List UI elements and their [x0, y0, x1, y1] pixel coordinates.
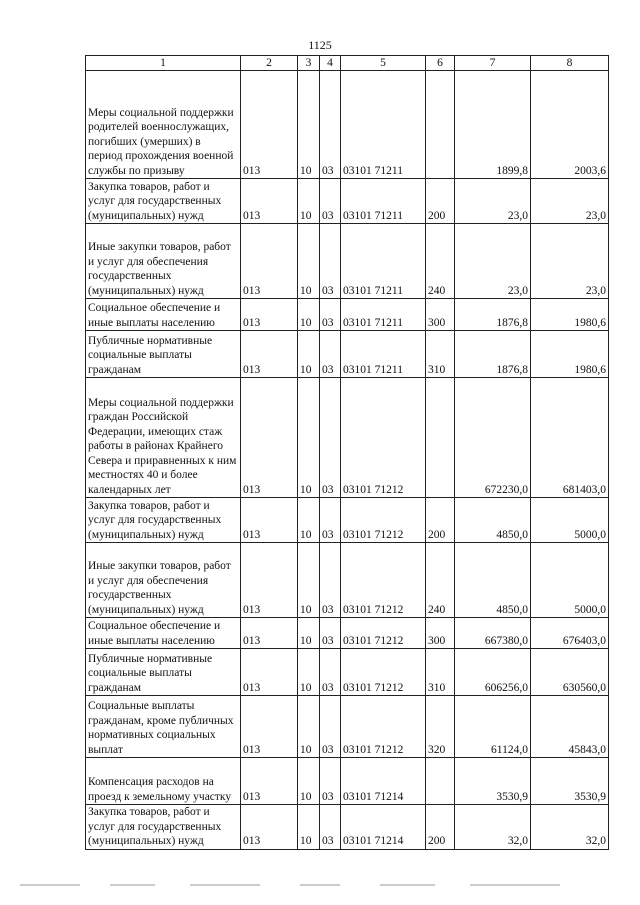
table-row: [86, 805, 609, 850]
row-name: Социальные выплаты гражданам, кроме публичных нормативных социальных выплат: [86, 696, 241, 758]
row-amount-year1: 1876,8: [455, 299, 531, 331]
row-type: 310: [426, 649, 455, 696]
row-section: 10: [298, 618, 320, 649]
row-target: 03101 71212: [341, 498, 426, 543]
row-amount-year2: 1980,6: [531, 299, 609, 331]
scan-speck: [190, 884, 260, 886]
row-section: 10: [298, 758, 320, 805]
table-row: [86, 543, 609, 618]
row-name: Меры социальной поддержки граждан Российской Федерации, имеющих стаж работы в районах Крайнего Севера и приравненных к ним местностях 40 и более календарных лет: [86, 378, 241, 498]
row-subsection: 03: [320, 498, 341, 543]
column-header-1: 1: [86, 56, 241, 71]
row-amount-year2: 5000,0: [531, 498, 609, 543]
row-section: 10: [298, 179, 320, 224]
row-code: 013: [241, 805, 298, 850]
row-section: 10: [298, 224, 320, 299]
row-name: Социальное обеспечение и иные выплаты населению: [86, 618, 241, 649]
table-row: [86, 649, 609, 696]
scan-speck: [20, 884, 80, 886]
row-target: 03101 71211: [341, 71, 426, 179]
column-header-3: 3: [298, 56, 320, 71]
column-header-8: 8: [531, 56, 609, 71]
column-header-2: 2: [241, 56, 298, 71]
page-number: 1125: [308, 38, 332, 52]
row-amount-year1: 61124,0: [455, 696, 531, 758]
budget-table: [85, 55, 609, 850]
row-amount-year1: 32,0: [455, 805, 531, 850]
row-section: 10: [298, 498, 320, 543]
row-subsection: 03: [320, 618, 341, 649]
table-row: [86, 299, 609, 331]
row-code: 013: [241, 331, 298, 378]
row-amount-year2: 3530,9: [531, 758, 609, 805]
row-target: 03101 71211: [341, 299, 426, 331]
row-type: 200: [426, 498, 455, 543]
row-section: 10: [298, 543, 320, 618]
row-type: 300: [426, 618, 455, 649]
row-name: Закупка товаров, работ и услуг для государственных (муниципальных) нужд: [86, 805, 241, 850]
row-amount-year2: 681403,0: [531, 378, 609, 498]
row-target: 03101 71212: [341, 543, 426, 618]
row-amount-year1: 606256,0: [455, 649, 531, 696]
row-code: 013: [241, 543, 298, 618]
row-subsection: 03: [320, 543, 341, 618]
row-amount-year1: 3530,9: [455, 758, 531, 805]
row-amount-year1: 1899,8: [455, 71, 531, 179]
row-type: [426, 758, 455, 805]
scan-speck: [470, 884, 560, 886]
row-target: 03101 71211: [341, 179, 426, 224]
row-section: 10: [298, 805, 320, 850]
scan-speck: [380, 884, 435, 886]
row-target: 03101 71211: [341, 331, 426, 378]
row-subsection: 03: [320, 331, 341, 378]
table-row: [86, 224, 609, 299]
row-amount-year2: 5000,0: [531, 543, 609, 618]
row-code: 013: [241, 758, 298, 805]
column-header-5: 5: [341, 56, 426, 71]
row-type: [426, 71, 455, 179]
table-row: [86, 498, 609, 543]
row-type: 240: [426, 543, 455, 618]
row-target: 03101 71214: [341, 758, 426, 805]
row-subsection: 03: [320, 224, 341, 299]
row-amount-year1: 1876,8: [455, 331, 531, 378]
row-section: 10: [298, 378, 320, 498]
row-code: 013: [241, 378, 298, 498]
row-subsection: 03: [320, 696, 341, 758]
row-type: 200: [426, 179, 455, 224]
row-amount-year1: 4850,0: [455, 543, 531, 618]
table-row: [86, 758, 609, 805]
row-target: 03101 71212: [341, 378, 426, 498]
row-target: 03101 71212: [341, 696, 426, 758]
row-amount-year2: 23,0: [531, 224, 609, 299]
row-type: 320: [426, 696, 455, 758]
row-amount-year2: 1980,6: [531, 331, 609, 378]
column-header-7: 7: [455, 56, 531, 71]
row-code: 013: [241, 71, 298, 179]
row-target: 03101 71214: [341, 805, 426, 850]
row-name: Закупка товаров, работ и услуг для государственных (муниципальных) нужд: [86, 498, 241, 543]
row-subsection: 03: [320, 758, 341, 805]
scan-speck: [110, 884, 155, 886]
row-subsection: 03: [320, 649, 341, 696]
table-row: [86, 378, 609, 498]
row-code: 013: [241, 179, 298, 224]
row-amount-year1: 23,0: [455, 179, 531, 224]
row-section: 10: [298, 331, 320, 378]
table-header-row: [86, 56, 609, 71]
row-amount-year2: 45843,0: [531, 696, 609, 758]
row-section: 10: [298, 696, 320, 758]
row-type: 300: [426, 299, 455, 331]
table-row: [86, 618, 609, 649]
row-name: Публичные нормативные социальные выплаты гражданам: [86, 331, 241, 378]
row-subsection: 03: [320, 299, 341, 331]
row-type: 200: [426, 805, 455, 850]
row-subsection: 03: [320, 378, 341, 498]
row-type: 240: [426, 224, 455, 299]
row-amount-year2: 32,0: [531, 805, 609, 850]
row-code: 013: [241, 224, 298, 299]
row-code: 013: [241, 696, 298, 758]
row-target: 03101 71211: [341, 224, 426, 299]
row-amount-year2: 676403,0: [531, 618, 609, 649]
row-type: 310: [426, 331, 455, 378]
row-name: Иные закупки товаров, работ и услуг для обеспечения государственных (муниципальных) нужд: [86, 224, 241, 299]
row-name: Социальное обеспечение и иные выплаты населению: [86, 299, 241, 331]
row-section: 10: [298, 299, 320, 331]
row-amount-year2: 23,0: [531, 179, 609, 224]
row-subsection: 03: [320, 179, 341, 224]
row-section: 10: [298, 71, 320, 179]
row-code: 013: [241, 618, 298, 649]
row-section: 10: [298, 649, 320, 696]
table-body: [86, 71, 609, 850]
row-amount-year1: 23,0: [455, 224, 531, 299]
row-name: Меры социальной поддержки родителей военнослужащих, погибших (умерших) в период прохождения военной службы по призыву: [86, 71, 241, 179]
row-amount-year1: 4850,0: [455, 498, 531, 543]
row-code: 013: [241, 299, 298, 331]
row-name: Закупка товаров, работ и услуг для государственных (муниципальных) нужд: [86, 179, 241, 224]
row-amount-year1: 667380,0: [455, 618, 531, 649]
row-amount-year2: 2003,6: [531, 71, 609, 179]
column-header-4: 4: [320, 56, 341, 71]
row-code: 013: [241, 649, 298, 696]
row-subsection: 03: [320, 71, 341, 179]
scan-speck: [300, 884, 340, 886]
row-name: Публичные нормативные социальные выплаты гражданам: [86, 649, 241, 696]
row-amount-year1: 672230,0: [455, 378, 531, 498]
row-target: 03101 71212: [341, 618, 426, 649]
row-subsection: 03: [320, 805, 341, 850]
table-row: [86, 179, 609, 224]
table-row: [86, 331, 609, 378]
row-target: 03101 71212: [341, 649, 426, 696]
table-row: [86, 696, 609, 758]
column-header-6: 6: [426, 56, 455, 71]
row-amount-year2: 630560,0: [531, 649, 609, 696]
table-row: [86, 71, 609, 179]
row-type: [426, 378, 455, 498]
row-code: 013: [241, 498, 298, 543]
row-name: Иные закупки товаров, работ и услуг для обеспечения государственных (муниципальных) нужд: [86, 543, 241, 618]
row-name: Компенсация расходов на проезд к земельному участку: [86, 758, 241, 805]
